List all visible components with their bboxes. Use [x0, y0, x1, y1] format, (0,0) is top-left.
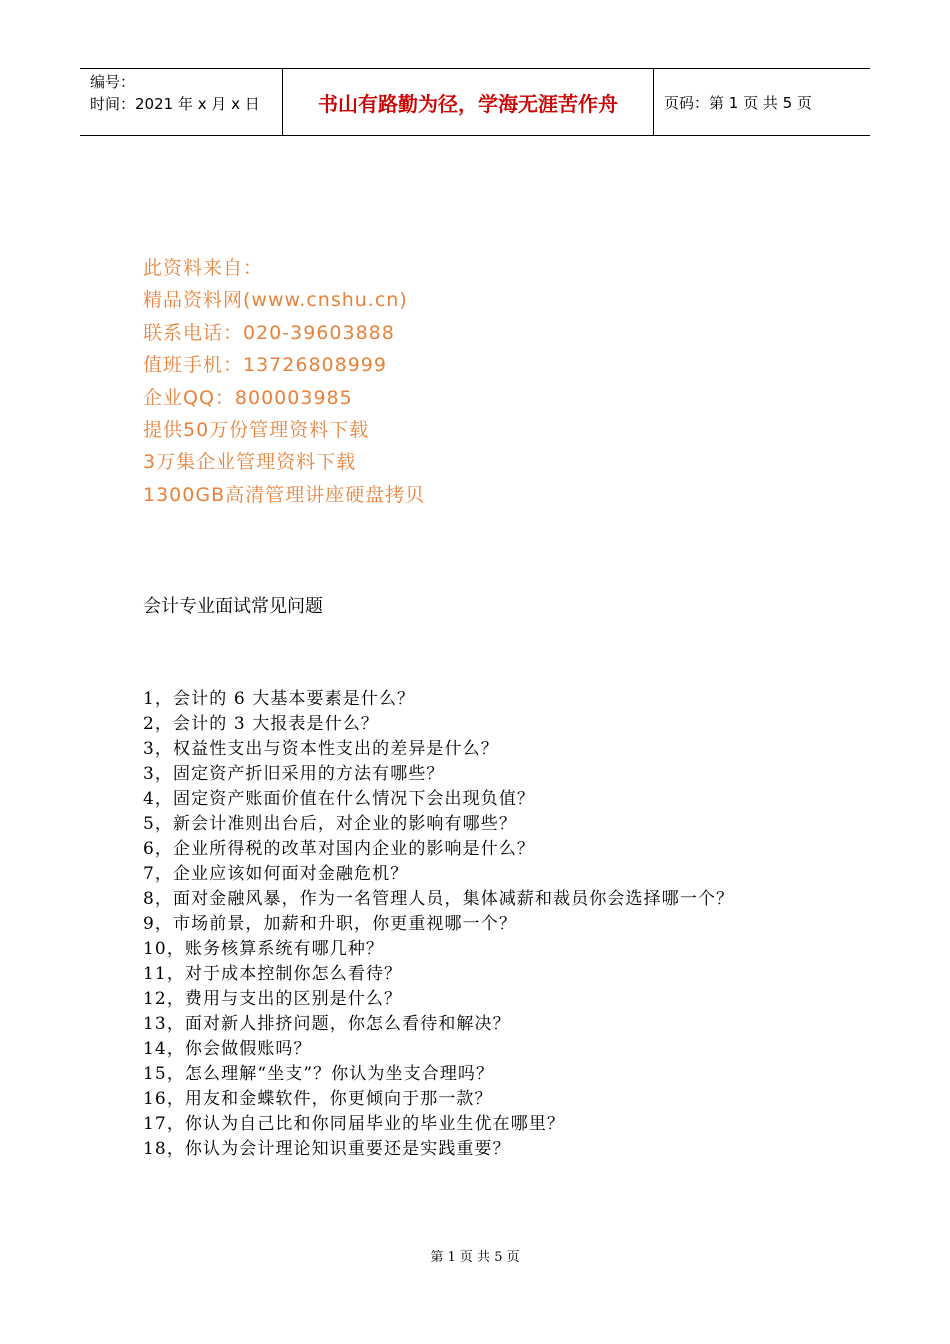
question-item: 3，固定资产折旧采用的方法有哪些？	[143, 764, 445, 784]
promo-block	[143, 252, 425, 511]
question-item: 2，会计的 3 大报表是什么？	[143, 714, 379, 734]
promo-line: 3万集企业管理资料下载	[143, 451, 357, 474]
promo-line: 1300GB高清管理讲座硬盘拷贝	[143, 483, 426, 506]
question-item: 4，固定资产账面价值在什么情况下会出现负值？	[143, 789, 536, 809]
question-item: 16，用友和金蝶软件，你更倾向于那一款？	[143, 1089, 493, 1109]
promo-line: 此资料来自：	[143, 257, 264, 279]
document-title: 会计专业面试常见问题	[143, 596, 323, 617]
question-item: 7，企业应该如何面对金融危机？	[143, 864, 409, 884]
question-item: 1，会计的 6 大基本要素是什么？	[143, 689, 416, 709]
question-item: 12，费用与支出的区别是什么？	[143, 989, 403, 1009]
question-item: 17，你认为自己比和你同届毕业的毕业生优在哪里？	[143, 1114, 566, 1134]
header-page-info: 页码：第 1 页 共 5 页	[664, 94, 812, 112]
question-item: 15，怎么理解“坐支”？你认为坐支合理吗？	[143, 1064, 495, 1084]
number-label: 编号：	[90, 73, 136, 91]
question-list	[143, 687, 808, 1162]
promo-line: 联系电话：020-39603888	[143, 321, 395, 344]
header-meta	[80, 69, 282, 135]
page-header	[80, 68, 870, 136]
promo-line: 值班手机：13726808999	[143, 354, 387, 377]
question-item: 11，对于成本控制你怎么看待？	[143, 964, 403, 984]
question-item: 10，账务核算系统有哪几种？	[143, 939, 385, 959]
question-item: 18，你认为会计理论知识重要还是实践重要？	[143, 1139, 511, 1159]
question-item: 6，企业所得税的改革对国内企业的影响是什么？	[143, 839, 536, 859]
promo-line: 提供50万份管理资料下载	[143, 419, 370, 442]
question-item: 5，新会计准则出台后，对企业的影响有哪些？	[143, 814, 517, 834]
question-item: 3，权益性支出与资本性支出的差异是什么？	[143, 739, 499, 759]
question-item: 8，面对金融风暴，作为一名管理人员，集体减薪和裁员你会选择哪一个？	[143, 889, 735, 909]
promo-line: 企业QQ：800003985	[143, 386, 353, 409]
question-item: 14，你会做假账吗？	[143, 1039, 312, 1059]
header-motto: 书山有路勤为径，学海无涯苦作舟	[282, 69, 654, 135]
question-item: 13，面对新人排挤问题，你怎么看待和解决？	[143, 1014, 511, 1034]
question-item: 9，市场前景，加薪和升职，你更重视哪一个？	[143, 914, 517, 934]
time-label: 时间：2021 年 x 月 x 日	[90, 95, 260, 113]
promo-line: 精品资料网(www.cnshu.cn)	[143, 289, 408, 312]
page-footer: 第 1 页 共 5 页	[430, 1250, 520, 1265]
